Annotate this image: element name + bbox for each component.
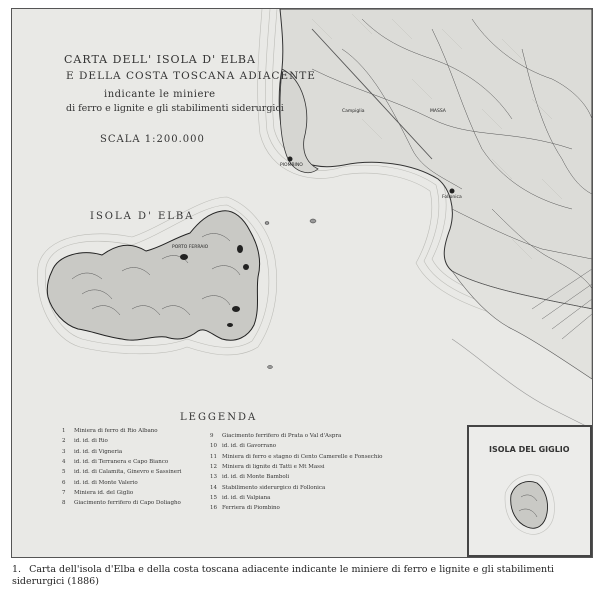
map-subtitle-line4: di ferro e lignite e gli stabilimenti siderurgici bbox=[66, 103, 284, 114]
legend-entry-number: 2 bbox=[62, 438, 66, 445]
legend-entry bbox=[62, 469, 181, 475]
legend-entry-text: id. id. di Terranera e Capo Bianco bbox=[74, 458, 169, 465]
legend-entry-number: 13 bbox=[210, 474, 217, 481]
legend-entry-text: Ferriera di Piombino bbox=[222, 505, 280, 512]
inset-label-giglio: ISOLA DEL GIGLIO bbox=[489, 445, 570, 454]
legend-entry-number: 8 bbox=[62, 500, 66, 507]
legend-entry-text: id. id. di Monte Valerio bbox=[74, 479, 138, 486]
legend-entry bbox=[210, 464, 325, 470]
legend-entry-number: 15 bbox=[210, 494, 217, 501]
caption-number: 1. bbox=[12, 564, 22, 575]
legend-entry-text: id. id. di Valpiana bbox=[222, 494, 271, 501]
legend-entry-number: 11 bbox=[210, 453, 217, 460]
legend-entry bbox=[62, 449, 122, 455]
legend-entry-number: 7 bbox=[62, 489, 66, 496]
legend-entry-text: Miniera di ferro e stagno di Cento Camerelle e Fonsechio bbox=[222, 453, 383, 460]
legend-entry-number: 14 bbox=[210, 484, 217, 491]
legend-entry bbox=[210, 474, 289, 480]
legend-entry-number: 10 bbox=[210, 443, 217, 450]
map-title: CARTA DELL' ISOLA D' ELBA bbox=[64, 53, 256, 66]
legend-entry-text: id. id. di Gavorrano bbox=[222, 443, 277, 450]
place-massa: MASSA bbox=[430, 109, 446, 114]
legend-entry-text: id. id. di Monte Bamboli bbox=[222, 474, 290, 481]
legend-entry-text: Miniera di ferro di Rio Albano bbox=[74, 428, 158, 434]
island-label-elba: ISOLA D' ELBA bbox=[90, 211, 195, 222]
legend-entry-text: id. id. di Rio bbox=[74, 438, 108, 445]
legend-entry-text: id. id. di Calamita, Ginevro e Sassineri bbox=[74, 469, 182, 476]
map-scale: SCALA 1:200.000 bbox=[100, 134, 205, 145]
map-subtitle: E DELLA COSTA TOSCANA ADIACENTE bbox=[66, 70, 316, 82]
place-follonica: Follonica bbox=[442, 195, 462, 200]
legend-entry bbox=[62, 500, 181, 506]
legend-entry bbox=[210, 485, 325, 491]
legend-entry-number: 6 bbox=[62, 479, 66, 486]
legend-entry bbox=[62, 428, 158, 434]
legend-entry-number: 4 bbox=[62, 458, 66, 465]
legend-entry bbox=[62, 459, 168, 465]
legend-entry-text: id. id. di Vigneria bbox=[74, 448, 123, 455]
inset-giglio bbox=[467, 425, 592, 557]
legend-entry-text: Giacimento ferrifero di Capo Doliagho bbox=[74, 500, 181, 507]
map-plate bbox=[11, 8, 593, 558]
legend-entry bbox=[62, 438, 108, 444]
legend-entry bbox=[210, 443, 276, 449]
legend-entry bbox=[62, 490, 133, 496]
legend-entry-number: 9 bbox=[210, 433, 214, 439]
legend-entry-number: 12 bbox=[210, 463, 217, 470]
legend-entry-text: Giacimento ferrifero di Prata o Val d'Aspra bbox=[222, 433, 342, 439]
legend-entry-number: 5 bbox=[62, 469, 66, 476]
legend-entry-number: 3 bbox=[62, 448, 66, 455]
legend-entry bbox=[210, 495, 270, 501]
legend-entry bbox=[210, 454, 383, 460]
legend-entry-text: Miniera id. del Giglio bbox=[74, 489, 134, 496]
legend-entry-text: Miniera di lignite di Tatti e Mt Massi bbox=[222, 463, 325, 470]
legend-entry bbox=[210, 505, 280, 511]
place-portoferraio: PORTO FERRAIO bbox=[172, 245, 209, 250]
legend-entry-number: 16 bbox=[210, 505, 217, 512]
legend-title: LEGGENDA bbox=[180, 412, 258, 423]
caption-text: Carta dell'isola d'Elba e della costa toscana adiacente indicante le miniere di ferro e lignite e gli stabilimenti siderurgici (1886) bbox=[12, 564, 554, 587]
figure-caption bbox=[12, 564, 592, 588]
place-piombino: PIOMBINO bbox=[280, 163, 303, 168]
legend-entry-number: 1 bbox=[62, 428, 66, 434]
legend-entry-text: Stabilimento siderurgico di Follonica bbox=[222, 484, 326, 491]
legend-entry bbox=[210, 433, 341, 439]
map-subtitle-line3: indicante le miniere bbox=[104, 89, 216, 100]
legend-entry bbox=[62, 480, 138, 486]
place-campiglia: Campiglia bbox=[342, 109, 365, 114]
